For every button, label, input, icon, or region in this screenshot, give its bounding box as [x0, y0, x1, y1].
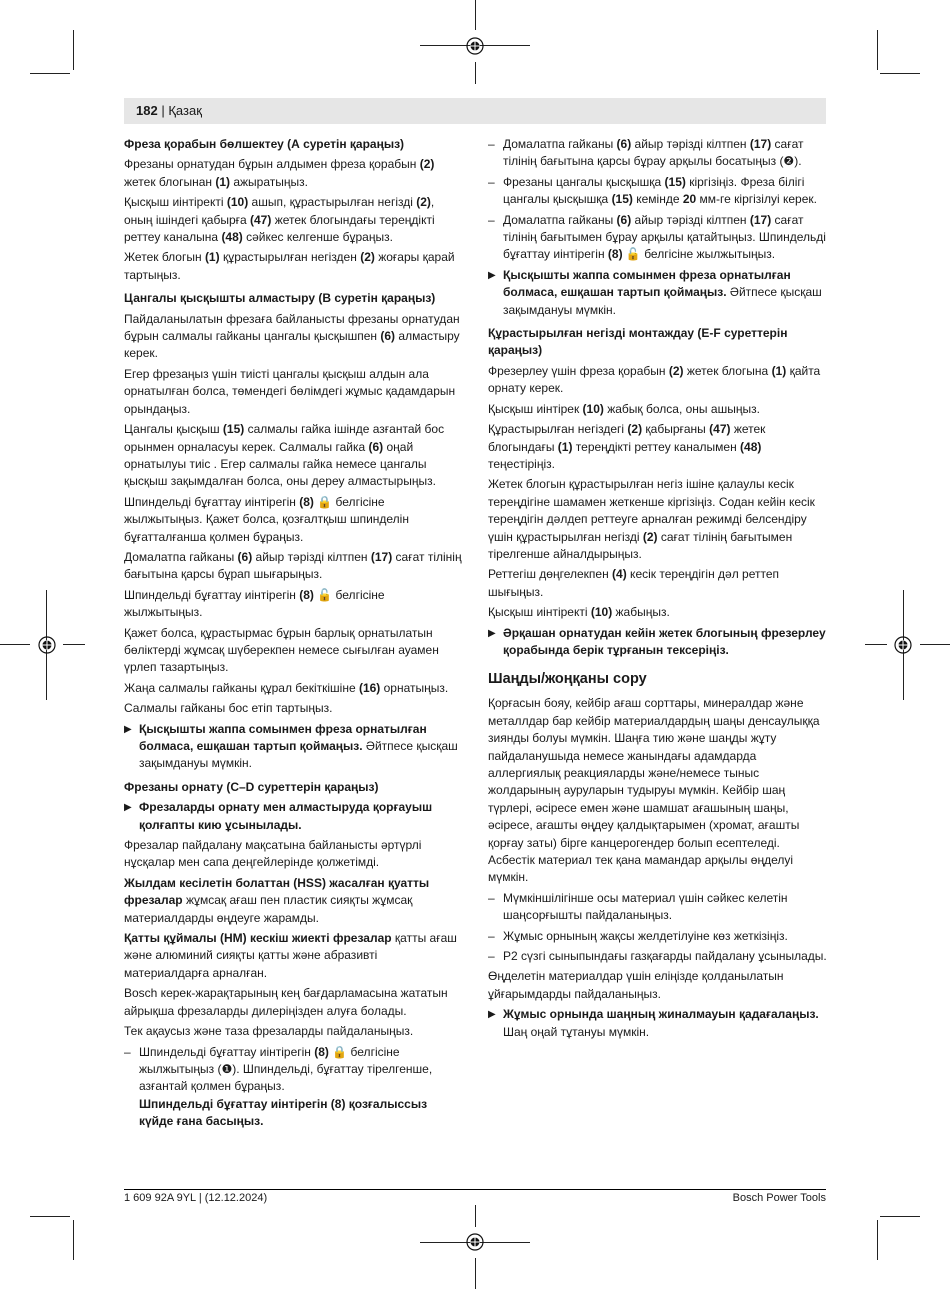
paragraph: Қысқыш иінтірек (10) жабық болса, оны ашыңыз.: [488, 401, 760, 416]
list-item: – Шпиндельді бұғаттау иінтірегін (8) 🔒 белгісіне жылжытыңыз (❶). Шпиндельді, бұғаттау тірелгенше, азғантай қолмен бұраңыз. Шпиндельді бұғаттау иінтірегін (8) қозғалыссыз күйде ғана басыңыз.: [124, 1044, 464, 1131]
list-item: – P2 сүзгі сыныпындағы газқағарды пайдалану ұсынылады.: [488, 948, 828, 965]
paragraph: Фрезалар пайдалану мақсатына байланысты әртүрлі нұсқалар мен сапа деңгейлерінде қолжетімді.: [124, 838, 422, 870]
crop-mark: [63, 644, 85, 645]
paragraph: Фрезерлеу үшін фреза қорабын (2) жетек блогына (1) қайта орнату керек.: [488, 363, 821, 396]
crop-mark: [877, 1220, 878, 1260]
warning-note: ▶ Фрезаларды орнату мен алмастыруда қорғауыш қолғапты кию ұсынылады.: [124, 799, 464, 834]
footer-brand: Bosch Power Tools: [732, 1192, 826, 1204]
paragraph: Жетек блогын (1) құрастырылған негізден (2) жоғары қарай тартыңыз.: [124, 250, 455, 282]
paragraph: Қатты құймалы (HM) кескіш жиекті фрезалар қатты ағаш және алюминий сияқты қатты және абразивті материалдарға арналған.: [124, 931, 457, 980]
right-column: [488, 136, 828, 1044]
section-heading: Цангалы қысқышты алмастыру (B суретін қараңыз): [124, 291, 436, 306]
warning-note: ▶ Әрқашан орнатудан кейін жетек блогының фрезерлеу қорабында берік тұрғанын тексеріңіз.: [488, 625, 828, 660]
paragraph: Қорғасын бояу, кейбір ағаш сорттары, минералдар және металлдар бар кейбір материалдардың шаңы денсаулыққа зиянды болуы мүмкін. Шаңға тию және шаңды жұту пайдаланушыда немесе жанындағы адамдарда аллергиялық реакцияларды және/немесе тыныс жолдарының ауруларын тудыруы мүмкін. Кейбір шаң түрлері, әсіресе емен және шамшат ағашының шаңы, әсіресе, ағашты өңдеу қалдықтарымен (хромат, ағашты қорғау заты) бірге канцерогендер болып есептеледі. Асбестік материал тек қана мамандар арқылы өңделуі мүмкін.: [488, 696, 820, 885]
paragraph: Жетек блогын құрастырылған негіз ішіне қалаулы кесік тереңдігіне шамамен жеткенше кіргізіңіз. Содан кейін кесік тереңдігін дәлдеп реттеуге арналған режимді белсендіру үшін құрастырылған негізді (2) сағат тілінің бағытымен тірелгенше айналдырыңыз.: [488, 477, 815, 561]
crop-mark: [475, 62, 476, 84]
paragraph: Егер фрезаңыз үшін тиісті цангалы қысқыш алдын ала орнатылған болса, төмендегі бөлімдегі жұмыс қадамдарын орындаңыз.: [124, 366, 456, 416]
registration-mark-icon: [36, 634, 58, 656]
paragraph: Пайдаланылатын фрезаға байланысты фрезаны орнатудан бұрын салмалы гайканы цангалы қысқышпен (6) алмастыру керек.: [124, 311, 460, 361]
list-item: – Домалатпа гайканы (6) айыр тәрізді кілтпен (17) сағат тілінің бағытымен бұрау арқылы қатайтыңыз. Шпиндельді бұғаттау иінтірегін (8) 🔓 белгісіне жылжытыңыз.: [488, 212, 828, 264]
paragraph: Қысқыш иінтіректі (10) ашып, құрастырылған негізді (2), оның ішіндегі қабырға (47) жетек блогындағы тереңдікті реттеу каналына (48) сәйкес келгенше бұраңыз.: [124, 195, 435, 245]
paragraph: Реттегіш дөңгелекпен (4) кесік тереңдігін дәл реттеп шығыңыз.: [488, 567, 780, 599]
crop-mark: [920, 644, 950, 645]
registration-mark-icon: [892, 634, 914, 656]
paragraph: Жаңа салмалы гайканы құрал бекіткішіне (16) орнатыңыз.: [124, 680, 449, 695]
crop-mark: [30, 1216, 70, 1217]
paragraph: Домалатпа гайканы (6) айыр тәрізді кілтпен (17) сағат тілінің бағытына қарсы бұрап шығарыңыз.: [124, 549, 462, 582]
crop-mark: [475, 0, 476, 30]
crop-mark: [475, 1205, 476, 1227]
page-header: [136, 103, 202, 119]
paragraph: Құрастырылған негіздегі (2) қабырғаны (47) жетек блогындағы (1) тереңдікті реттеу каналымен (48) теңестіріңіз.: [488, 422, 766, 471]
left-column: [124, 136, 464, 1134]
section-heading: Фрезаны орнату (C–D суреттерін қараңыз): [124, 779, 379, 794]
paragraph: Цангалы қысқыш (15) салмалы гайка ішінде азғантай бос орынмен орналасуы керек. Салмалы гайка (6) оңай орнатылуы тиіс . Егер салмалы гайка немесе цангалы қысқыш зақымдалған болса, оны дереу алмастырыңыз.: [124, 422, 445, 489]
header-separator: |: [161, 103, 165, 118]
footer-doc-id: 1 609 92A 9YL | (12.12.2024): [124, 1192, 268, 1204]
paragraph: Тек ақаусыз және таза фрезаларды пайдаланыңыз.: [124, 1024, 414, 1039]
crop-mark: [877, 30, 878, 70]
section-heading: Фреза қорабын бөлшектеу (А суретін қараңыз): [124, 137, 405, 151]
list-item: – Мүмкіншілігінше осы материал үшін сәйкес келетін шаңсорғышты пайдаланыңыз.: [488, 890, 828, 925]
footer-rule: [124, 1189, 826, 1190]
crop-mark: [865, 644, 887, 645]
section-heading: Құрастырылған негізді монтаждау (E-F суреттерін қараңыз): [488, 326, 788, 358]
paragraph: Bosch керек-жарақтарының кең бағдарламасына жататын айрықша фрезаларды дилеріңізден алуға болады.: [124, 986, 448, 1018]
warning-note: ▶ Қысқышты жаппа сомынмен фреза орнатылған болмаса, ешқашан тартып қоймаңыз. Әйтпесе қысқаш зақымдануы мүмкін.: [488, 267, 828, 319]
paragraph: Шпиндельді бұғаттау иінтірегін (8) 🔒 белгісіне жылжытыңыз. Қажет болса, қозғалтқыш шпинделін бұғатталғанша қолмен бұраңыз.: [124, 494, 409, 544]
warning-note: ▶ Жұмыс орнында шаңның жиналмауын қадағалаңыз. Шаң оңай тұтануы мүмкін.: [488, 1006, 828, 1041]
registration-mark-icon: [464, 1231, 486, 1253]
warning-note: ▶ Қысқышты жаппа сомынмен фреза орнатылған болмаса, ешқашан тартып қоймаңыз. Әйтпесе қысқаш зақымдануы мүмкін.: [124, 721, 464, 773]
page-header-bar: [124, 98, 826, 124]
registration-mark-icon: [464, 35, 486, 57]
list-item: – Домалатпа гайканы (6) айыр тәрізді кілтпен (17) сағат тілінің бағытына қарсы бұрау арқылы босатыңыз (❷).: [488, 136, 828, 171]
paragraph: Фрезаны орнатудан бұрын алдымен фреза қорабын (2) жетек блогынан (1) ажыратыңыз.: [124, 157, 435, 189]
list-item: – Фрезаны цангалы қысқышқа (15) кіргізіңіз. Фреза білігі цангалы қысқышқа (15) кемінде 20 мм-ге кіргізілуі керек.: [488, 174, 828, 209]
crop-mark: [475, 1258, 476, 1289]
paragraph: Қажет болса, құрастырмас бұрын барлық орнатылатын бөліктерді жұмсақ шүберекпен немесе сығылған ауамен үрлеп тазартыңыз.: [124, 625, 439, 675]
crop-mark: [880, 1216, 920, 1217]
paragraph: Жылдам кесілетін болаттан (HSS) жасалған қуатты фрезалар жұмсақ ағаш пен пластик сияқты жұмсақ материалдарды өңдеуге жарамды.: [124, 875, 430, 925]
chapter-heading: Шаңды/жоңқаны сору: [488, 671, 647, 688]
header-language: Қазақ: [168, 103, 202, 118]
crop-mark: [73, 30, 74, 70]
paragraph: Қысқыш иінтіректі (10) жабыңыз.: [488, 605, 670, 620]
list-item: – Жұмыс орнының жақсы желдетілуіне көз жеткізіңіз.: [488, 928, 828, 945]
paragraph: Салмалы гайканы бос етіп тартыңыз.: [124, 701, 333, 716]
crop-mark: [30, 73, 70, 74]
page-number: 182: [136, 103, 158, 118]
crop-mark: [880, 73, 920, 74]
paragraph: Шпиндельді бұғаттау иінтірегін (8) 🔓 белгісіне жылжытыңыз.: [124, 587, 385, 620]
crop-mark: [73, 1220, 74, 1260]
paragraph: Өңделетін материалдар үшін еліңізде қолданылатын ұйғарымдарды пайдаланыңыз.: [488, 969, 784, 1001]
crop-mark: [0, 644, 30, 645]
